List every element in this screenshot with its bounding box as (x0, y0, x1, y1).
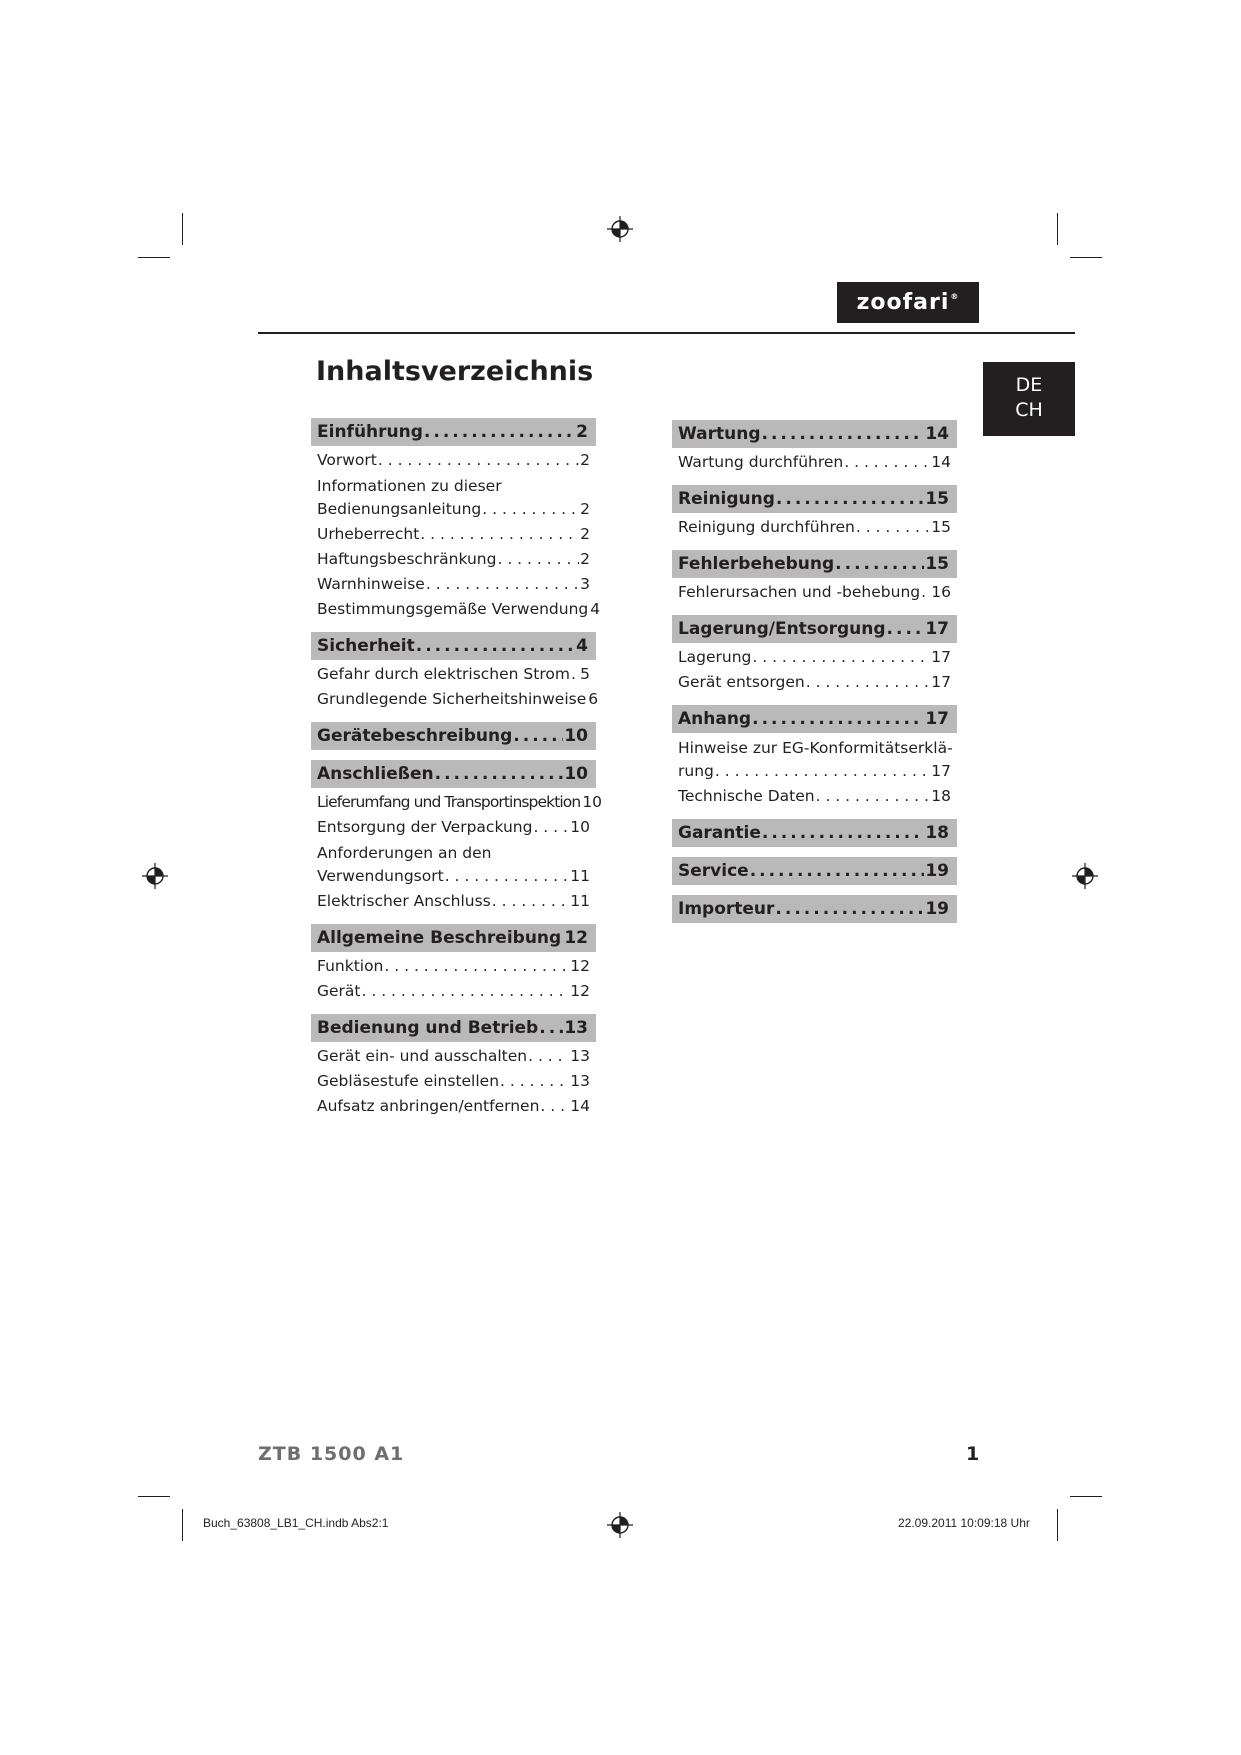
toc-subitems (311, 788, 603, 914)
registration-mark-icon (606, 1511, 634, 1539)
toc-entry-label: Funktion (317, 957, 384, 975)
toc-entry-label: rung (678, 762, 714, 780)
toc-leader-dots (424, 418, 575, 446)
toc-entry-label: Haftungsbeschränkung (317, 550, 497, 568)
toc-entry (311, 815, 596, 840)
toc-section-heading (672, 705, 957, 733)
toc-section-page: 2 (576, 422, 588, 442)
toc-entry-page: 2 (580, 525, 590, 543)
toc-section-title: Allgemeine Beschreibung (317, 928, 562, 948)
toc-section-title: Anschließen (317, 764, 434, 784)
toc-entry (311, 497, 596, 522)
slug-right: 22.09.2011 10:09:18 Uhr (898, 1516, 1030, 1530)
toc-section-page: 17 (925, 619, 949, 639)
toc-leader-dots (384, 954, 569, 979)
toc-column-left (311, 418, 603, 1119)
toc-column-right (672, 420, 957, 923)
toc-leader-dots (816, 784, 931, 809)
toc-subitems (311, 1042, 596, 1119)
toc-entry-page: 5 (580, 665, 590, 683)
toc-leader-dots (752, 705, 924, 733)
toc-entry (672, 784, 957, 809)
toc-entry-page: 12 (570, 982, 590, 1000)
toc-entry-page: 14 (570, 1097, 590, 1115)
language-tab-line2: CH (1015, 399, 1043, 421)
toc-leader-dots (533, 815, 569, 840)
toc-entry (311, 954, 596, 979)
toc-entry (311, 687, 599, 712)
toc-entry-label: Lieferumfang und Transportinspektion (317, 793, 581, 811)
toc-section-page: 19 (925, 861, 949, 881)
toc-entry (311, 1044, 596, 1069)
crop-mark-bottom-right-h (1070, 1496, 1102, 1497)
registration-mark-icon (606, 215, 634, 243)
toc-section-page: 4 (576, 636, 588, 656)
toc-leader-dots (528, 1044, 569, 1069)
toc-section-title: Gerätebeschreibung (317, 726, 513, 746)
toc-leader-dots (416, 632, 575, 660)
toc-leader-dots (435, 760, 564, 788)
toc-section-page: 10 (564, 726, 588, 746)
toc-entry-label: Verwendungsort (317, 867, 444, 885)
toc-entry (311, 790, 603, 815)
toc-section-heading (672, 819, 957, 847)
toc-entry (311, 662, 596, 687)
toc-entry-label: Wartung durchführen (678, 453, 844, 471)
language-tab (983, 362, 1075, 436)
toc-entry (311, 572, 596, 597)
toc-entry (311, 597, 601, 622)
toc-entry-label: Grundlegende Sicherheitshinweise (317, 690, 587, 708)
toc-section-title: Garantie (678, 823, 761, 843)
toc-leader-dots (806, 670, 931, 695)
toc-entry-label: Gebläsestufe einstellen (317, 1072, 500, 1090)
toc-entry-label: Elektrischer Anschluss (317, 892, 491, 910)
toc-section-heading (672, 857, 957, 885)
toc-entry-label: Aufsatz anbringen/entfernen (317, 1097, 540, 1115)
toc-subitems (672, 513, 957, 540)
toc-entry-label: Urheberrecht (317, 525, 420, 543)
toc-entry (672, 580, 957, 605)
toc-subitems (311, 660, 599, 712)
toc-entry-label: Lagerung (678, 648, 752, 666)
toc-entry (672, 515, 957, 540)
header-rule (258, 332, 1075, 334)
toc-entry (311, 1069, 596, 1094)
toc-entry (311, 979, 596, 1004)
toc-section-title: Sicherheit (317, 636, 415, 656)
toc-entry-page: 10 (570, 818, 590, 836)
registration-mark-icon (1071, 862, 1099, 890)
toc-leader-dots (426, 572, 579, 597)
toc-section-page: 15 (925, 554, 949, 574)
toc-entry-page: 2 (580, 500, 590, 518)
toc-entry-page: 6 (588, 690, 599, 708)
toc-leader-dots (540, 1094, 569, 1119)
toc-leader-dots (762, 819, 924, 847)
toc-section-title: Reinigung (678, 489, 775, 509)
toc-entry-page: 11 (570, 867, 590, 885)
toc-section-page: 10 (564, 764, 588, 784)
toc-entry-page: 14 (931, 453, 951, 471)
toc-entry-page: 15 (931, 518, 951, 536)
toc-section-page: 12 (564, 928, 588, 948)
toc-entry-label-line1: Informationen zu dieser (317, 477, 502, 495)
footer-page-number: 1 (966, 1443, 980, 1465)
toc-leader-dots (887, 615, 925, 643)
crop-mark-top-left-h (138, 257, 170, 258)
toc-section-heading (672, 615, 957, 643)
toc-entry-label: Technische Daten (678, 787, 815, 805)
toc-leader-dots (571, 662, 579, 687)
toc-subitems (311, 446, 601, 622)
toc-subitems (672, 578, 957, 605)
toc-entry-label: Entsorgung der Verpackung (317, 818, 533, 836)
toc-section-title: Lagerung/Entsorgung (678, 619, 886, 639)
toc-leader-dots (835, 550, 924, 578)
toc-section-title: Einführung (317, 422, 423, 442)
toc-leader-dots (750, 857, 925, 885)
toc-section-page: 15 (925, 489, 949, 509)
toc-entry (311, 864, 596, 889)
toc-section-heading (311, 1014, 596, 1042)
toc-entry-page: 13 (570, 1072, 590, 1090)
toc-section-page: 18 (925, 823, 949, 843)
toc-entry (311, 448, 596, 473)
toc-section-heading (311, 418, 596, 446)
toc-leader-dots (378, 448, 579, 473)
toc-section-heading (672, 895, 957, 923)
toc-entry (311, 547, 596, 572)
toc-entry-page: 10 (582, 793, 603, 811)
registration-mark-icon (141, 862, 169, 890)
toc-entry-page: 3 (580, 575, 590, 593)
toc-entry-page: 17 (931, 648, 951, 666)
toc-section-title: Service (678, 861, 749, 881)
crop-mark-top-right-v (1057, 213, 1058, 245)
toc-section-page: 13 (564, 1018, 588, 1038)
toc-leader-dots (497, 547, 579, 572)
toc-entry-label: Gerät ein- und ausschalten (317, 1047, 528, 1065)
registered-mark: ® (950, 292, 960, 301)
toc-entry-label-line1: Anforderungen an den (317, 844, 492, 862)
toc-subitems (672, 643, 957, 695)
toc-entry-label: Fehlerursachen und -behebung (678, 583, 921, 601)
toc-entry (672, 450, 957, 475)
toc-section-heading (311, 632, 596, 660)
toc-entry-label-line1: Hinweise zur EG-Konformitätserklä- (678, 739, 953, 757)
toc-section-heading (311, 924, 596, 952)
toc-leader-dots (445, 864, 570, 889)
toc-section-heading (311, 722, 596, 750)
toc-section-title: Fehlerbehebung (678, 554, 835, 574)
footer-model: ZTB 1500 A1 (258, 1443, 405, 1465)
toc-entry-page: 17 (931, 762, 951, 780)
toc-leader-dots (562, 924, 563, 952)
toc-section-title: Importeur (678, 899, 775, 919)
toc-entry-page: 18 (931, 787, 951, 805)
toc-section-heading (672, 420, 957, 448)
crop-mark-top-right-h (1070, 257, 1102, 258)
toc-leader-dots (362, 979, 570, 1004)
toc-section-title: Bedienung und Betrieb (317, 1018, 539, 1038)
toc-leader-dots (762, 420, 925, 448)
toc-entry-label: Gerät (317, 982, 361, 1000)
toc-leader-dots (539, 1014, 563, 1042)
toc-entry (672, 670, 957, 695)
toc-leader-dots (500, 1069, 569, 1094)
brand-logo-text: zoofari (856, 290, 950, 315)
toc-entry-label: Gerät entsorgen (678, 673, 805, 691)
toc-section-heading (311, 760, 596, 788)
toc-entry-page: 2 (580, 550, 590, 568)
toc-entry (311, 522, 596, 547)
toc-leader-dots (844, 450, 930, 475)
toc-section-page: 19 (925, 899, 949, 919)
toc-leader-dots (776, 485, 924, 513)
toc-leader-dots (513, 722, 563, 750)
toc-entry-page: 13 (570, 1047, 590, 1065)
toc-section-title: Anhang (678, 709, 752, 729)
toc-section-page: 17 (925, 709, 949, 729)
toc-subitems (672, 448, 957, 475)
toc-entry-page: 4 (590, 600, 601, 618)
toc-entry (311, 889, 596, 914)
crop-mark-bottom-left-h (138, 1496, 170, 1497)
toc-leader-dots (492, 889, 570, 914)
toc-entry-page: 17 (931, 673, 951, 691)
slug-left: Buch_63808_LB1_CH.indb Abs2:1 (203, 1516, 389, 1530)
toc-entry-label: Gefahr durch elektrischen Strom (317, 665, 570, 683)
toc-entry-label: Bestimmungsgemäße Verwendung (317, 600, 589, 618)
toc-leader-dots (775, 895, 924, 923)
toc-section-page: 14 (925, 424, 949, 444)
toc-leader-dots (856, 515, 930, 540)
language-tab-line1: DE (1015, 374, 1043, 396)
toc-section-heading (672, 485, 957, 513)
crop-mark-bottom-right-v (1057, 1509, 1058, 1541)
toc-entry (672, 759, 957, 784)
page-title: Inhaltsverzeichnis (316, 356, 594, 387)
toc-entry-label: Reinigung durchführen (678, 518, 855, 536)
toc-entry-page: 12 (570, 957, 590, 975)
toc-subitems (311, 952, 596, 1004)
toc-subitems (672, 733, 957, 809)
toc-entry (672, 645, 957, 670)
toc-section-title: Wartung (678, 424, 761, 444)
toc-entry-label: Bedienungsanleitung (317, 500, 482, 518)
toc-entry-page: 16 (931, 583, 951, 601)
toc-leader-dots (482, 497, 579, 522)
toc-entry-label: Vorwort (317, 451, 377, 469)
crop-mark-bottom-left-v (182, 1509, 183, 1541)
toc-leader-dots (752, 645, 930, 670)
brand-logo (837, 282, 979, 323)
toc-leader-dots (715, 759, 930, 784)
toc-entry (311, 1094, 596, 1119)
toc-section-heading (672, 550, 957, 578)
toc-leader-dots (420, 522, 579, 547)
crop-mark-top-left-v (182, 213, 183, 245)
toc-entry-page: 11 (570, 892, 590, 910)
toc-leader-dots (921, 580, 930, 605)
toc-entry-page: 2 (580, 451, 590, 469)
toc-entry-label: Warnhinweise (317, 575, 425, 593)
